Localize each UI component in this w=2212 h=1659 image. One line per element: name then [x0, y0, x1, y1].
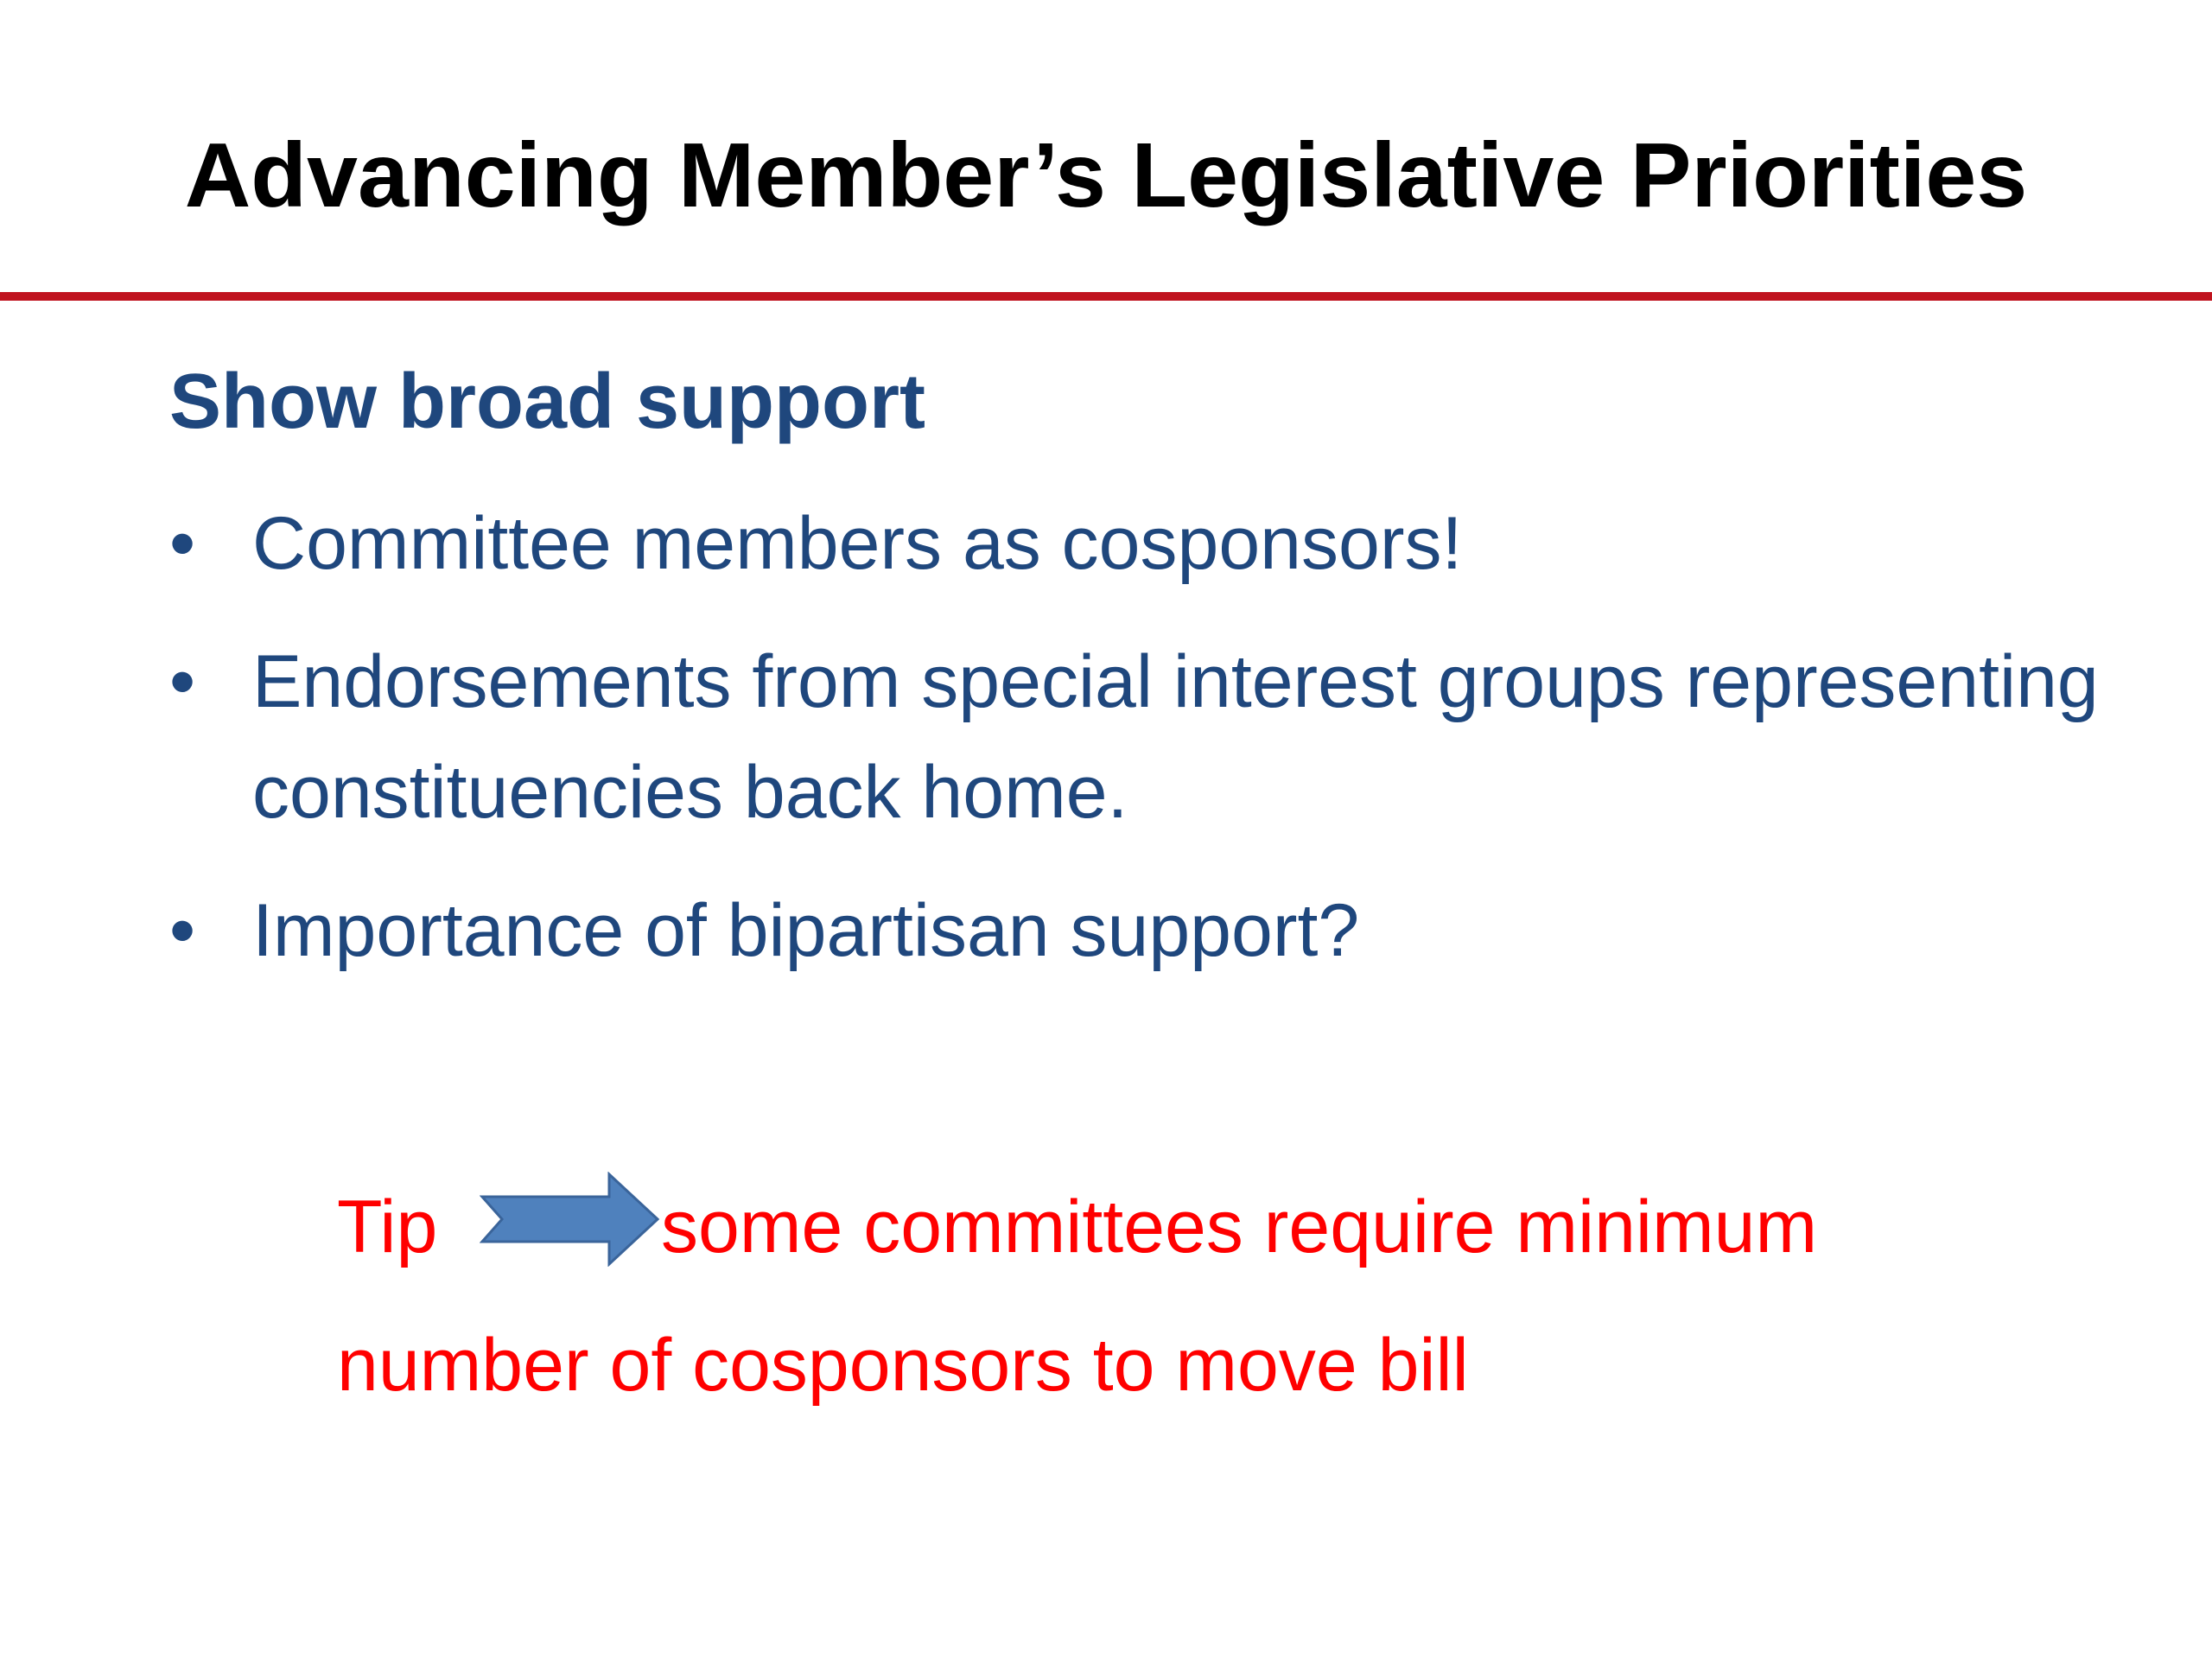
right-arrow-shape: [482, 1174, 658, 1264]
tip-text-line-2: number of cosponsors to move bill: [337, 1324, 1469, 1407]
bullet-text: Importance of bipartisan support?: [252, 889, 1360, 972]
bullet-marker: •: [169, 502, 196, 585]
title-divider: [0, 292, 2212, 301]
bullet-text: Committee members as cosponsors!: [252, 502, 1463, 585]
tip-label: Tip: [337, 1185, 438, 1268]
section-heading: Show broad support: [169, 359, 925, 445]
bullet-marker: •: [169, 889, 196, 972]
tip-callout: [337, 1158, 2108, 1434]
bullet-list: [169, 488, 2113, 1014]
tip-text-line-1: some committees require minimum: [661, 1185, 1818, 1268]
bullet-marker: •: [169, 640, 196, 723]
bullet-item: [169, 488, 2113, 599]
bullet-item: [169, 626, 2113, 848]
bullet-text: Endorsements from special interest groups representing constituencies back home.: [252, 640, 2099, 834]
bullet-item: [169, 875, 2113, 986]
slide-title: Advancing Member’s Legislative Priorities: [184, 124, 2028, 226]
right-arrow-icon: [480, 1172, 661, 1267]
tip-first-line: [337, 1158, 2108, 1296]
